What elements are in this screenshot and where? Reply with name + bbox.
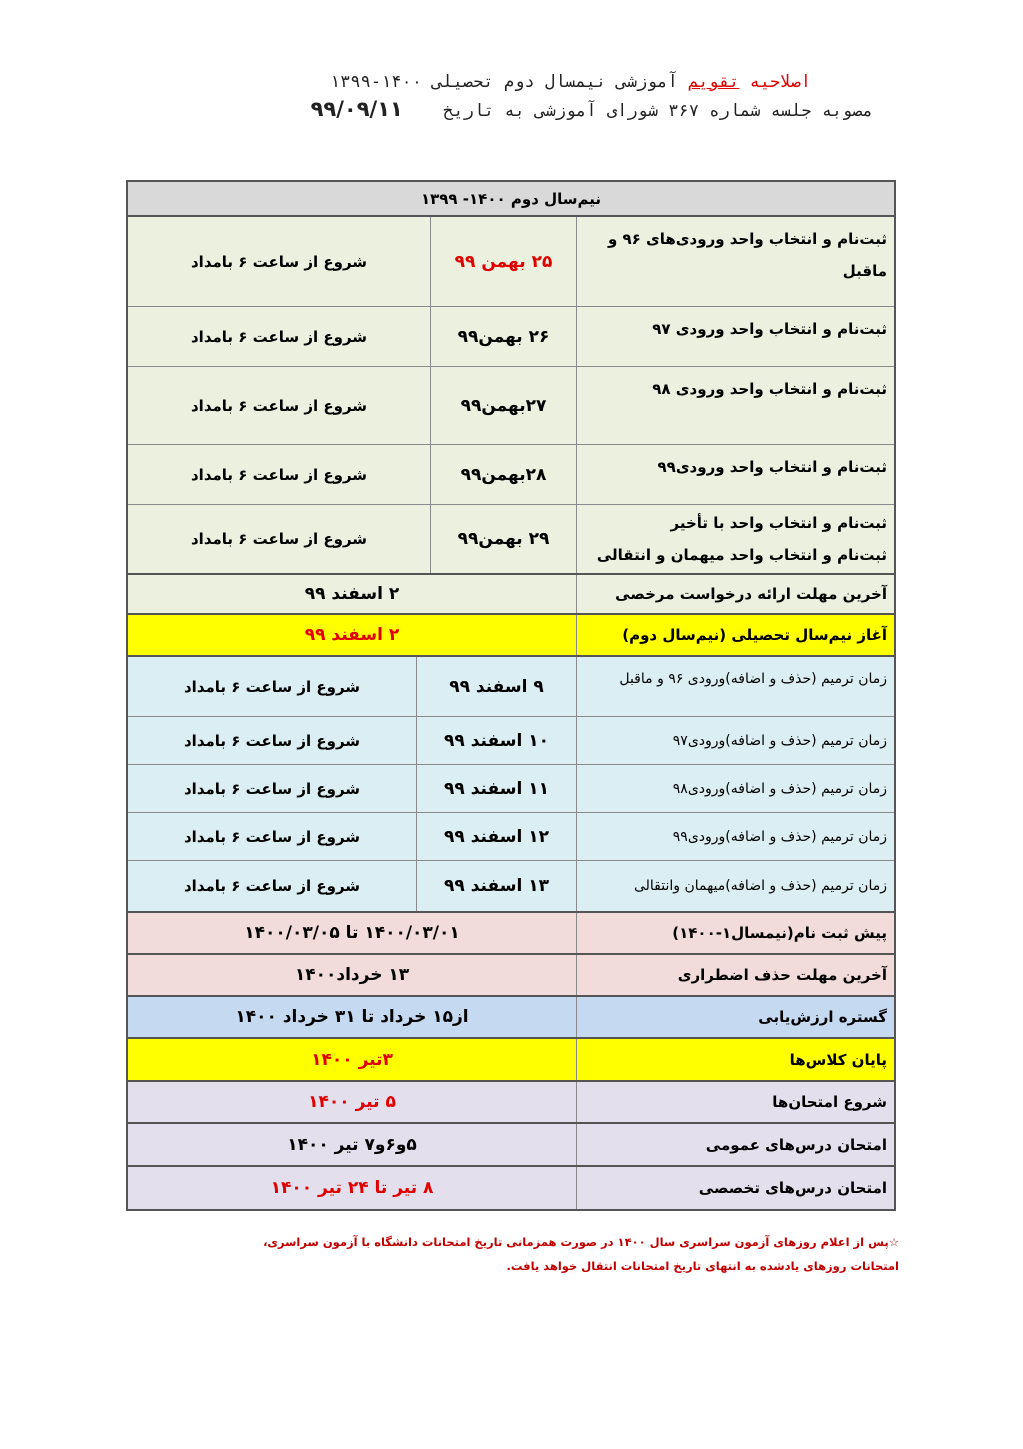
row-time: شروع از ساعت ۶ بامداد [183,877,361,895]
row-label: امتحان درس‌های تخصصی [576,1167,894,1209]
footnote-line2: امتحانات روزهای یادشده به انتهای تاریخ امتحانات انتقال خواهد یافت. [506,1259,899,1273]
row-label-line1: ثبت‌نام و انتخاب واحد با تأخیر [670,514,887,532]
table-row [128,1082,894,1122]
header-correction-word: اصلاحیه [749,72,811,92]
row-label: شروع امتحان‌ها [576,1082,894,1122]
row-value: ۱۴۰۰/۰۳/۰۱ تا ۱۴۰۰/۰۳/۰۵ [244,923,460,943]
row-label: آغاز نیم‌سال تحصیلی (نیم‌سال دوم) [576,615,894,655]
row-label: ثبت‌نام و انتخاب واحد ورودی ۹۷ [576,307,894,366]
table-row [128,657,894,717]
header-approval [311,97,873,121]
semester-start-row [128,615,894,657]
row-value: ۱۳ خرداد۱۴۰۰ [294,965,410,985]
table-row [128,367,894,445]
row-label: امتحان درس‌های عمومی [576,1124,894,1165]
footnote-line1 [119,1230,899,1254]
row-date: ۱۳ اسفند ۹۹ [416,861,576,911]
evaluation-row [128,997,894,1039]
row-time: شروع از ساعت ۶ بامداد [183,827,361,846]
row-value: ۵ تیر ۱۴۰۰ [308,1092,396,1112]
row-label: آخرین مهلت حذف اضطراری [576,955,894,995]
table-row [128,445,894,505]
row-value: ۲ اسفند ۹۹ [304,584,400,604]
row-label: گستره ارزش‌یابی [576,997,894,1037]
row-time: شروع از ساعت ۶ بامداد [190,252,368,271]
exams-start-row [128,1082,894,1124]
general-exams-row [128,1124,894,1167]
emergency-drop-row [128,955,894,997]
table-row [128,717,894,765]
row-date: ۲۵ بهمن ۹۹ [430,217,576,306]
row-label: آخرین مهلت ارائه درخواست مرخصی [576,575,894,613]
row-label: ثبت‌نام و انتخاب واحد ورودی۹۹ [576,445,894,504]
add-drop-group [128,657,894,913]
row-time: شروع از ساعت ۶ بامداد [183,779,361,798]
table-row [128,575,894,613]
header-approval-text: مصوبه جلسه شماره ۳۶۷ شورای آموزشی به تاریخ [443,101,873,121]
row-label: ثبت‌نام و انتخاب واحد ورودی ۹۸ [576,367,894,444]
row-label: پیش ثبت نام(نیمسال۱-۱۴۰۰) [576,913,894,953]
special-exams-row [128,1167,894,1209]
star-icon: ☆ [888,1235,899,1249]
row-value: ۸ تیر تا ۲۴ تیر ۱۴۰۰ [270,1178,434,1198]
row-date: ۹ اسفند ۹۹ [416,657,576,716]
table-row [128,955,894,995]
row-label: زمان ترمیم (حذف و اضافه)ورودی۹۷ [576,717,894,764]
classes-end-row [128,1039,894,1082]
row-date: ۲۷بهمن۹۹ [430,367,576,444]
leave-request-row [128,575,894,615]
row-label: پایان کلاس‌ها [576,1039,894,1080]
table-row [128,861,894,911]
header-title [330,72,811,92]
row-time: شروع از ساعت ۶ بامداد [183,677,361,696]
header-calendar-word: تقویم [688,72,740,92]
row-date: ۲۸بهمن۹۹ [430,445,576,504]
row-time: شروع از ساعت ۶ بامداد [183,731,361,750]
pre-registration-row [128,913,894,955]
row-date: ۱۲ اسفند ۹۹ [416,813,576,860]
row-date: ۲۹ بهمن۹۹ [430,505,576,573]
row-label [576,505,894,573]
header-approval-date: ۹۹/۰۹/۱۱ [310,97,403,121]
table-row [128,765,894,813]
table-row [128,505,894,573]
header-title-rest: آموزشی نیمسال دوم تحصیلی ۱۴۰۰-۱۳۹۹ [329,72,678,92]
row-value: ۲ اسفند ۹۹ [304,625,400,645]
row-time: شروع از ساعت ۶ بامداد [190,465,368,484]
row-label: زمان ترمیم (حذف و اضافه)میهمان وانتقالی [576,861,894,911]
table-title: نیم‌سال دوم ۱۴۰۰- ۱۳۹۹ [128,182,894,217]
row-label-line2: ثبت‌نام و انتخاب واحد میهمان و انتقالی [596,546,887,564]
row-time: شروع از ساعت ۶ بامداد [190,396,368,415]
table-row [128,1167,894,1209]
table-row [128,913,894,953]
table-row [128,1124,894,1165]
row-value: ۵و۶و۷ تیر ۱۴۰۰ [287,1134,417,1155]
row-time: شروع از ساعت ۶ بامداد [190,530,368,548]
row-value: ۳تیر ۱۴۰۰ [311,1049,393,1070]
table-row [128,217,894,307]
row-date: ۲۶ بهمن۹۹ [430,307,576,366]
row-label: زمان ترمیم (حذف و اضافه)ورودی۹۹ [576,813,894,860]
row-date: ۱۰ اسفند ۹۹ [416,717,576,764]
table-row [128,615,894,655]
footnote [119,1230,899,1278]
table-row [128,1039,894,1080]
row-label: ثبت‌نام و انتخاب واحد ورودی‌های ۹۶ و ماقبل [576,217,894,306]
table-row [128,813,894,861]
row-date: ۱۱ اسفند ۹۹ [416,765,576,812]
academic-calendar-table [126,180,896,1211]
footnote-line1-text: پس از اعلام روزهای آزمون سراسری سال ۱۴۰۰ در صورت همزمانی تاریخ امتحانات دانشگاه با آزمون سراسری، [263,1235,889,1249]
row-label: زمان ترمیم (حذف و اضافه)ورودی ۹۶ و ماقبل [576,657,894,716]
row-time: شروع از ساعت ۶ بامداد [190,327,368,346]
row-label: زمان ترمیم (حذف و اضافه)ورودی۹۸ [576,765,894,812]
row-value: از۱۵ خرداد تا ۳۱ خرداد ۱۴۰۰ [235,1007,469,1027]
table-row [128,307,894,367]
table-row [128,997,894,1037]
registration-group [128,217,894,575]
